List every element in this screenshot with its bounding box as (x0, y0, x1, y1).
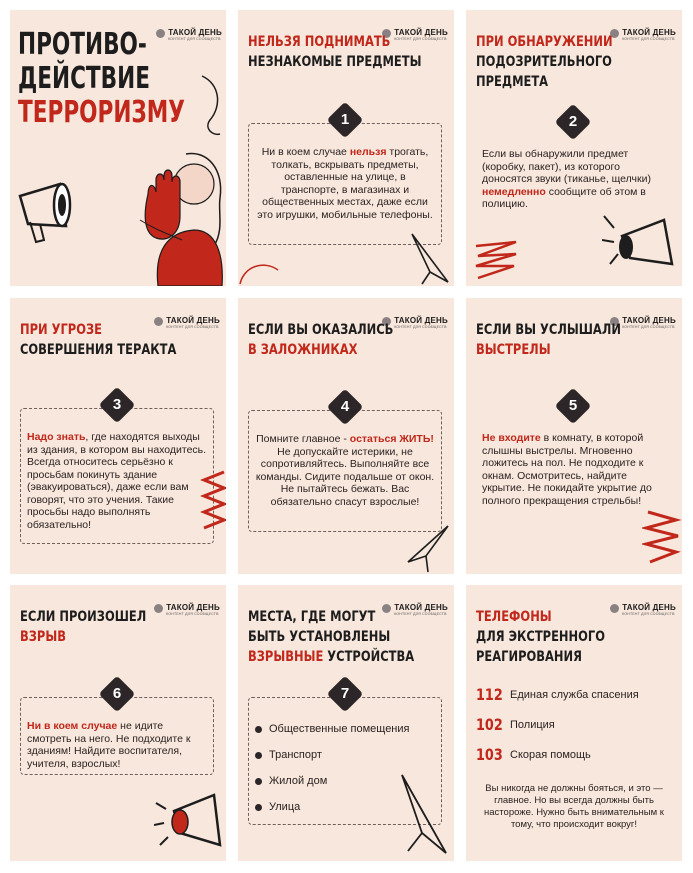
info-box (20, 685, 214, 775)
bullet-icon (255, 804, 262, 811)
phone-number: 112 (476, 685, 503, 704)
card-1 (238, 10, 454, 286)
bullet-icon (255, 726, 262, 733)
info-text: Не входите в комнату, в которой слышны выстрелы. Мгновенно ложитесь на пол. Не подходите к окнам. Осмотритесь, найдите укрытие. Не покидайте укрытие до полного прекращения стрельбы! (482, 432, 652, 507)
logo-name: ТАКОЙ ДЕНЬ (394, 603, 448, 612)
logo-tagline: КОНТЕНТ ДЛЯ СООБЩЕСТВ (166, 325, 219, 329)
heading-line-1: ЕСЛИ ВЫ УСЛЫШАЛИ (476, 322, 621, 338)
logo-name: ТАКОЙ ДЕНЬ (166, 603, 220, 612)
step-badge: 5 (555, 388, 592, 425)
girl-stop-hand-illustration (138, 150, 226, 286)
paper-plane-illustration (402, 522, 454, 574)
card-7 (238, 585, 454, 861)
phone-entry (476, 685, 639, 704)
logo-name: ТАКОЙ ДЕНЬ (168, 28, 222, 37)
heading-line-1: ПРИ ОБНАРУЖЕНИИ (476, 34, 613, 50)
cover-title (18, 28, 185, 130)
heading-line-2: ВЗРЫВ (20, 629, 66, 645)
heading-line-1: ПРИ УГРОЗЕ (20, 322, 102, 338)
cover-title-line-1: ПРОТИВО- (18, 27, 147, 62)
phone-label: Скорая помощь (510, 748, 591, 761)
heading-line-1: ЕСЛИ ПРОИЗОШЕЛ (20, 609, 147, 625)
heading-line-2: СОВЕРШЕНИЯ ТЕРАКТА (20, 342, 177, 358)
scribble-icon (194, 70, 224, 140)
logo-tagline: КОНТЕНТ ДЛЯ СООБЩЕСТВ (394, 37, 447, 41)
paper-plane-illustration (408, 232, 454, 286)
info-text: Надо знать, где находятся выходы из здания, в котором вы находитесь. Всегда относитесь серьёзно к просьбам покинуть здание (эвакуироваться), даже если вам говорят, что это учения. Такие просьбы надо выполнять обязательно! (27, 431, 207, 531)
step-badge: 2 (555, 104, 592, 141)
info-text: Если вы обнаружили предмет (коробку, пакет), из которого доносятся звуки (тиканье, щелчки) немедленно сообщите об этом в полицию. (482, 148, 651, 210)
step-badge: 7 (327, 676, 364, 713)
megaphone-illustration (14, 170, 94, 250)
logo-tagline: КОНТЕНТ ДЛЯ СООБЩЕСТВ (394, 325, 447, 329)
info-box (20, 396, 214, 544)
info-text: Помните главное - остаться ЖИТЬ! Не допускайте истерики, не сопротивляйтесь. Выполняйте все команды. Сидите подальше от окон. Не пытайтесь бежать. Вас обязательно спасут взрослые! (255, 433, 435, 508)
logo-name: ТАКОЙ ДЕНЬ (622, 316, 676, 325)
scribble-icon (200, 468, 226, 538)
step-badge: 4 (327, 389, 364, 426)
heading-line-2: В ЗАЛОЖНИКАХ (248, 342, 358, 358)
brand-logo (610, 603, 676, 616)
heading-line-3: ПРЕДМЕТА (476, 74, 549, 90)
list-item: Жилой дом (255, 768, 435, 794)
heading-line-1: ТЕЛЕФОНЫ (476, 609, 552, 625)
cover-card (10, 10, 226, 286)
card-5 (466, 298, 682, 574)
phone-number: 103 (476, 745, 503, 764)
megaphone-illustration (154, 781, 226, 861)
step-badge: 1 (327, 102, 364, 139)
card-heading (248, 607, 414, 667)
info-box (476, 397, 670, 522)
heading-line-3: ВЗРЫВНЫЕ УСТРОЙСТВА (248, 649, 415, 665)
logo-tagline: КОНТЕНТ ДЛЯ СООБЩЕСТВ (166, 612, 219, 616)
list-item: Транспорт (255, 742, 435, 768)
cover-title-line-2: ДЕЙСТВИЕ (18, 61, 150, 96)
heading-line-1: НЕЛЬЗЯ ПОДНИМАТЬ (248, 34, 391, 50)
brand-logo (154, 603, 220, 616)
heading-line-2: ПОДОЗРИТЕЛЬНОГО (476, 54, 612, 70)
info-text: Ни в коем случае нельзя трогать, толкать, вскрывать предметы, оставленные на улице, в транспорте, в магазинах и общественных местах, даже если это игрушки, мобильные телефоны. (257, 146, 433, 221)
card-4 (238, 298, 454, 574)
logo-icon (610, 604, 619, 613)
logo-tagline: КОНТЕНТ ДЛЯ СООБЩЕСТВ (168, 37, 221, 41)
heading-line-2: БЫТЬ УСТАНОВЛЕНЫ (248, 629, 391, 645)
heading-line-3: РЕАГИРОВАНИЯ (476, 649, 582, 665)
card-heading (476, 607, 605, 667)
card-2 (466, 10, 682, 286)
heading-line-1: МЕСТА, ГДЕ МОГУТ (248, 609, 376, 625)
heading-line-2: НЕЗНАКОМЫЕ ПРЕДМЕТЫ (248, 54, 422, 70)
logo-tagline: КОНТЕНТ ДЛЯ СООБЩЕСТВ (622, 37, 675, 41)
megaphone-illustration (602, 206, 682, 282)
list-item: Общественные помещения (255, 716, 435, 742)
logo-name: ТАКОЙ ДЕНЬ (622, 28, 676, 37)
phone-label: Полиция (510, 718, 555, 731)
card-heading (20, 320, 176, 360)
bullet-icon (255, 778, 262, 785)
info-text: Ни в коем случае не идите смотреть на него. Не подходите к зданиям! Найдите воспитателя, учителя, взрослых! (27, 720, 191, 770)
closing-note: Вы никогда не должны бояться, и это — главное. Но вы всегда должны быть настороже. Нужно быть внимательным к тому, что происходит вокруг! (484, 783, 664, 830)
card-heading (476, 320, 621, 360)
emergency-phones-card (466, 585, 682, 861)
scribble-icon (642, 506, 682, 568)
bullet-icon (255, 752, 262, 759)
heading-line-2: ВЫСТРЕЛЫ (476, 342, 551, 358)
card-heading (476, 32, 613, 92)
phone-entry (476, 745, 591, 764)
step-badge: 6 (99, 676, 136, 713)
paper-plane-illustration (394, 771, 454, 857)
list-item: Улица (255, 794, 435, 820)
logo-icon (154, 604, 163, 613)
phone-entry (476, 715, 555, 734)
card-3 (10, 298, 226, 574)
phone-number: 102 (476, 715, 503, 734)
logo-name: ТАКОЙ ДЕНЬ (622, 603, 676, 612)
logo-name: ТАКОЙ ДЕНЬ (394, 316, 448, 325)
card-heading (248, 32, 421, 72)
logo-tagline: КОНТЕНТ ДЛЯ СООБЩЕСТВ (622, 325, 675, 329)
card-6 (10, 585, 226, 861)
logo-tagline: КОНТЕНТ ДЛЯ СООБЩЕСТВ (394, 612, 447, 616)
step-badge: 3 (99, 387, 136, 424)
heading-line-2: ДЛЯ ЭКСТРЕННОГО (476, 629, 605, 645)
card-heading (20, 607, 146, 647)
cover-title-line-3: ТЕРРОРИЗМУ (18, 95, 185, 130)
phone-label: Единая служба спасения (510, 688, 639, 701)
logo-name: ТАКОЙ ДЕНЬ (166, 316, 220, 325)
card-heading (248, 320, 393, 360)
logo-name: ТАКОЙ ДЕНЬ (394, 28, 448, 37)
info-box (248, 111, 442, 245)
heading-line-1: ЕСЛИ ВЫ ОКАЗАЛИСЬ (248, 322, 394, 338)
logo-tagline: КОНТЕНТ ДЛЯ СООБЩЕСТВ (622, 612, 675, 616)
scribble-icon (470, 236, 522, 286)
info-box (248, 398, 442, 532)
brand-logo (610, 28, 676, 41)
scribble-icon (238, 246, 282, 286)
